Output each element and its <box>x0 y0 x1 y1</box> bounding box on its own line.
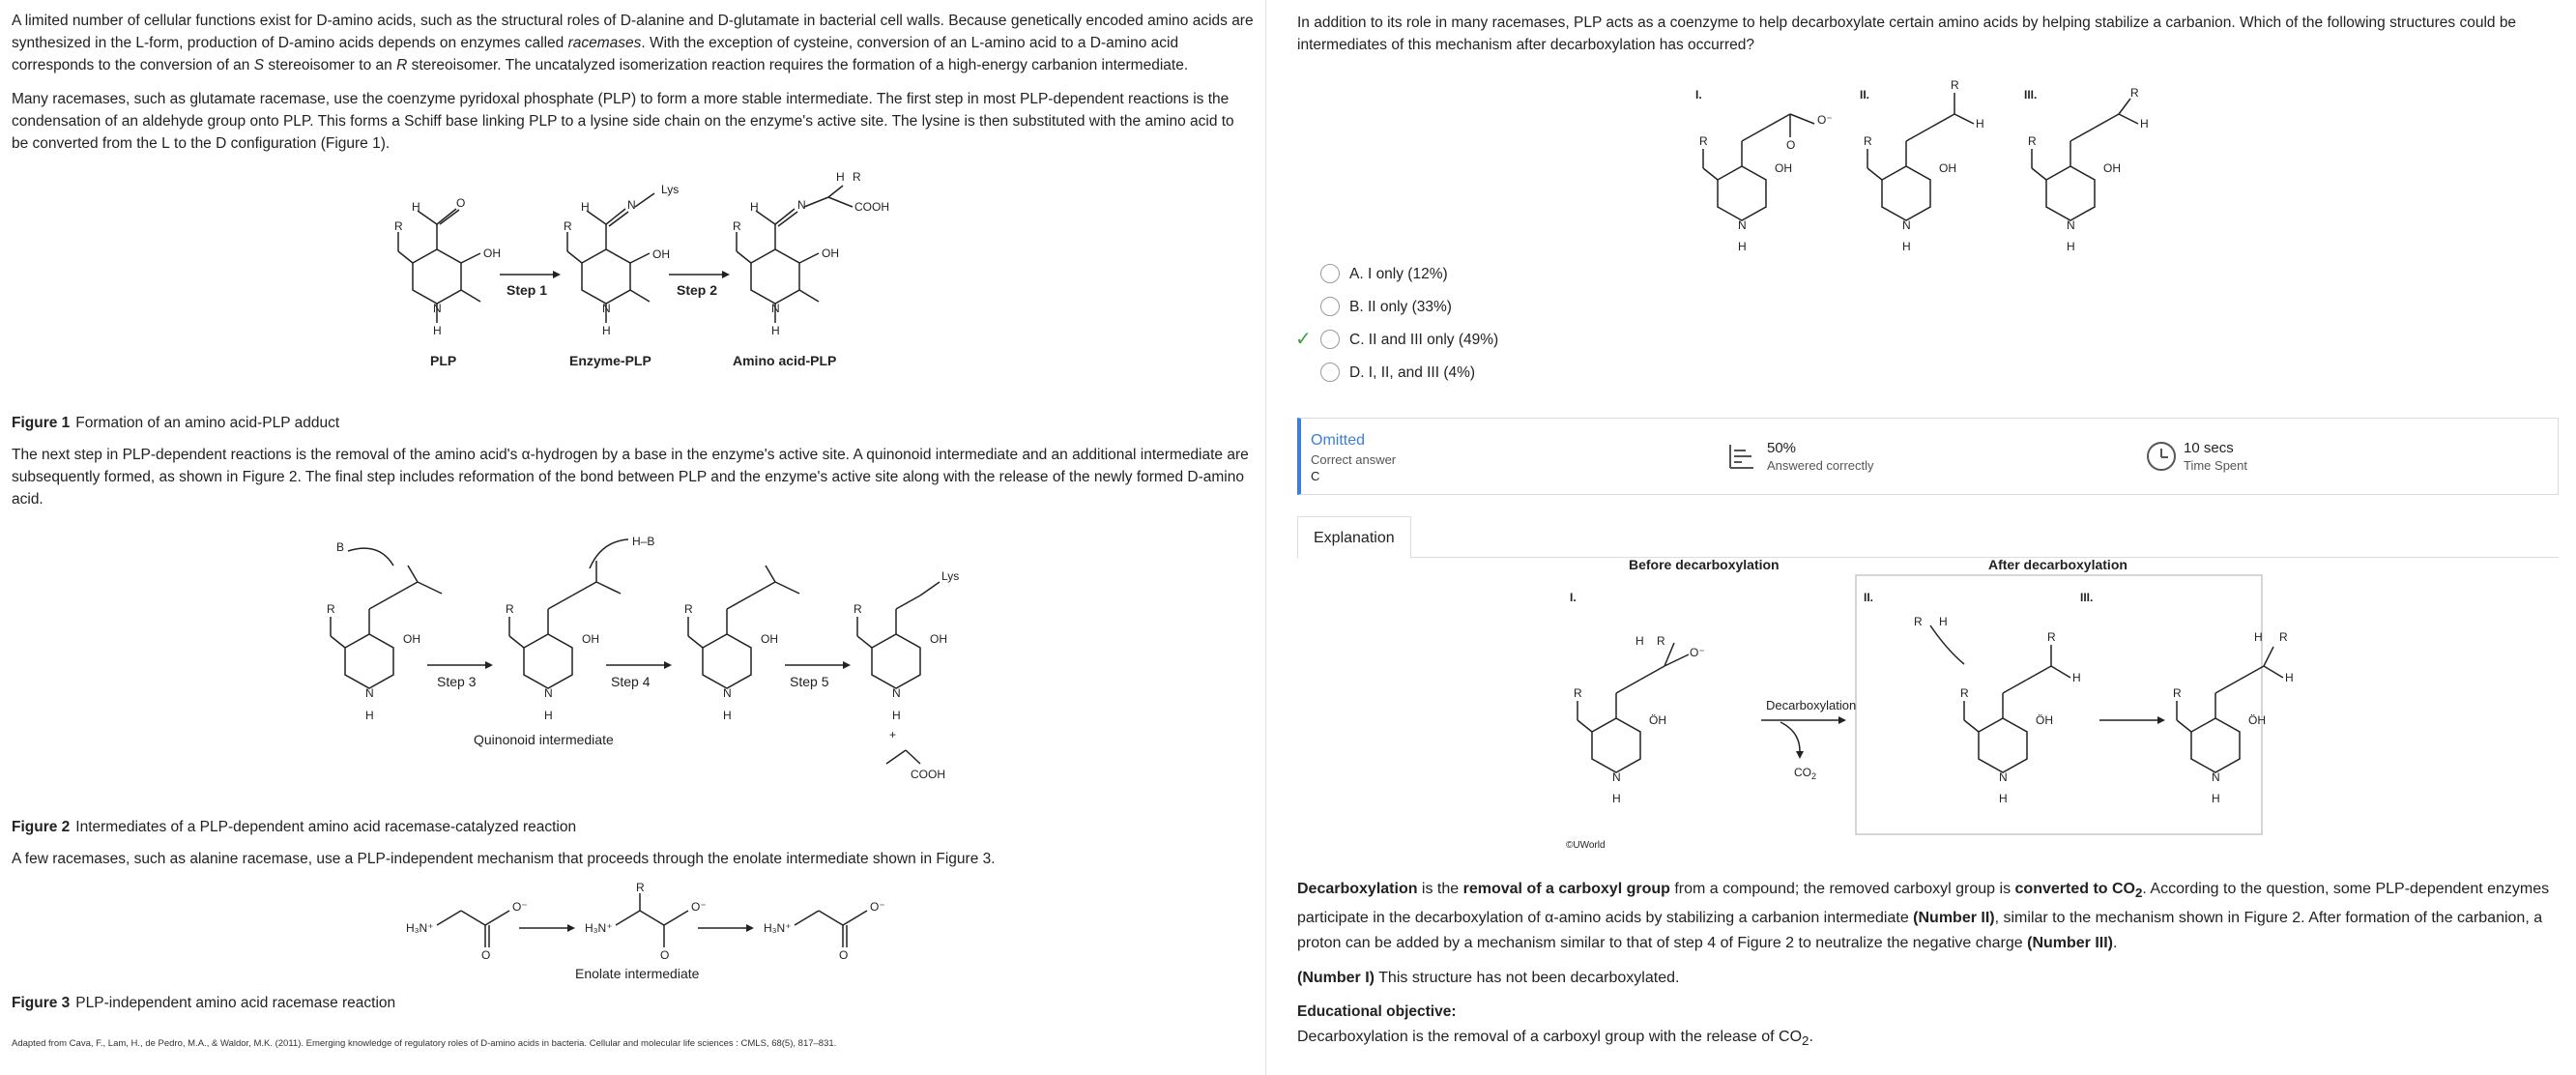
correct-answer-value: C <box>1311 468 1320 483</box>
svg-text:R: R <box>2279 630 2288 644</box>
svg-text:+: + <box>889 728 897 741</box>
amino-acid-plp-label: Amino acid-PLP <box>733 353 837 368</box>
figure-3-diagram <box>12 882 1249 988</box>
tab-explanation[interactable]: Explanation <box>1297 516 1411 559</box>
svg-text:N: N <box>771 302 780 315</box>
svg-text:H: H <box>1939 615 1948 628</box>
svg-text:R: R <box>2028 134 2037 148</box>
svg-text:Lys: Lys <box>661 183 680 196</box>
radio-button[interactable] <box>1320 363 1340 382</box>
svg-text:R: R <box>2130 86 2139 100</box>
svg-text:H: H <box>1738 240 1747 253</box>
answer-choices <box>1297 257 2559 389</box>
svg-text:I.: I. <box>1695 88 1702 102</box>
svg-text:COOH: COOH <box>911 768 945 781</box>
enzyme-plp-label: Enzyme-PLP <box>569 353 651 368</box>
svg-text:H: H <box>412 200 420 214</box>
svg-text:B: B <box>336 540 345 554</box>
svg-text:R: R <box>636 882 645 894</box>
svg-text:N: N <box>1612 770 1621 784</box>
svg-text:O: O <box>456 196 466 210</box>
svg-text:II.: II. <box>1864 591 1874 604</box>
svg-text:R: R <box>1699 134 1708 148</box>
svg-text:N: N <box>892 686 901 700</box>
plp-label: PLP <box>430 353 457 368</box>
question-structures-diagram <box>1297 64 2554 257</box>
before-heading: Before decarboxylation <box>1629 558 1780 572</box>
percent-block <box>1726 440 2147 474</box>
svg-text:ÖH: ÖH <box>1649 713 1666 727</box>
svg-text:O⁻: O⁻ <box>512 900 528 914</box>
explanation-text <box>1297 877 2559 1054</box>
svg-text:H: H <box>892 709 901 722</box>
svg-text:H₃N⁺: H₃N⁺ <box>764 921 792 935</box>
passage-panel <box>0 0 1266 1075</box>
clock-icon <box>2147 442 2176 471</box>
svg-text:N: N <box>1999 770 2008 784</box>
quinonoid-label: Quinonoid intermediate <box>474 732 614 747</box>
figure-2 <box>12 522 1254 812</box>
svg-text:H: H <box>1635 634 1644 648</box>
figure-1 <box>12 166 1254 408</box>
explanation-paragraph-2: (Number I) This structure has not been decarboxylated. <box>1297 970 1680 987</box>
explanation-diagram <box>1297 558 2559 877</box>
status-omitted: Omitted <box>1311 431 1366 449</box>
svg-text:H₃N⁺: H₃N⁺ <box>406 921 434 935</box>
svg-text:III.: III. <box>2024 88 2038 102</box>
svg-text:OH: OH <box>1775 161 1792 175</box>
radio-button[interactable] <box>1320 330 1340 349</box>
svg-text:O: O <box>839 948 849 962</box>
decarboxylation-arrow-label: Decarboxylation <box>1766 698 1857 712</box>
svg-text:O: O <box>1786 138 1796 152</box>
svg-text:N: N <box>602 302 611 315</box>
choice-c[interactable]: ✓ C. II and III only (49%) <box>1295 328 1499 350</box>
svg-text:H: H <box>544 709 553 722</box>
svg-text:II.: II. <box>1860 88 1870 102</box>
figure-2-diagram <box>12 522 1249 812</box>
bar-chart-icon <box>1726 441 1757 472</box>
svg-text:H: H <box>2212 792 2220 805</box>
question-text: In addition to its role in many racemases, PLP acts as a coenzyme to help decarboxylate certain amino acids by helping stabilize a carbanion. Which of the following structures could be intermediates of this mechanism after decarboxylation has occurred? <box>1297 15 2517 53</box>
svg-text:R: R <box>327 602 335 616</box>
svg-text:H: H <box>365 709 374 722</box>
explanation-diagram-svg <box>1297 558 2554 877</box>
svg-text:H: H <box>771 324 780 337</box>
svg-text:OH: OH <box>582 632 599 646</box>
svg-text:R: R <box>394 219 403 233</box>
status-block <box>1311 429 1726 484</box>
svg-text:O⁻: O⁻ <box>1817 113 1833 127</box>
svg-text:H: H <box>581 200 590 214</box>
answer-stats-bar <box>1297 418 2559 495</box>
svg-text:OH: OH <box>1939 161 1956 175</box>
question-structures <box>1297 64 2559 257</box>
figure-3 <box>12 882 1254 988</box>
svg-text:N: N <box>365 686 374 700</box>
svg-text:H: H <box>2254 630 2263 644</box>
svg-text:O⁻: O⁻ <box>870 900 885 914</box>
checkmark-icon: ✓ <box>1295 328 1312 350</box>
svg-text:R: R <box>733 219 741 233</box>
percent-value: 50% <box>1767 439 1797 456</box>
svg-text:COOH: COOH <box>854 200 889 214</box>
explanation-paragraph-1: Decarboxylation is the removal of a carboxyl group from a compound; the removed carboxyl group is converted to $CO_2$. According to the question, some PLP-dependent enzymes participate in the decarboxylation of α-amino acids by stabilizing a carbanion intermediate (Number II), similar to the mechanism shown in Figure 2. After formation of the carbanion, a proton can be added by a mechanism similar to that of step 4 of Figure 2 to neutralize the negative charge (Number III). <box>1297 881 2550 952</box>
plp-ring <box>413 249 461 304</box>
svg-text:H: H <box>1902 240 1911 253</box>
svg-text:N: N <box>433 302 442 315</box>
svg-text:OH: OH <box>2103 161 2121 175</box>
svg-text:R: R <box>2173 686 2182 700</box>
svg-text:R: R <box>1951 78 1959 92</box>
svg-text:R: R <box>564 219 572 233</box>
step5-label: Step 5 <box>790 674 829 689</box>
svg-text:H: H <box>433 324 442 337</box>
svg-text:O⁻: O⁻ <box>691 900 707 914</box>
figure-3-caption: Figure 3 PLP-independent amino acid racemase reaction <box>12 995 396 1011</box>
tab-bar <box>1297 516 2559 558</box>
percent-label: Answered correctly <box>1767 457 1874 473</box>
step4-label: Step 4 <box>611 674 651 689</box>
correct-answer-label: Correct answer <box>1311 451 1397 467</box>
svg-text:R: R <box>1574 686 1582 700</box>
choice-a[interactable]: A. I only (12%) <box>1297 257 2559 290</box>
svg-text:I.: I. <box>1570 591 1577 604</box>
svg-text:N: N <box>797 198 806 212</box>
step2-label: Step 2 <box>677 282 718 298</box>
figure-1-diagram <box>12 166 1249 408</box>
svg-text:H₃N⁺: H₃N⁺ <box>585 921 613 935</box>
svg-text:R: R <box>853 170 861 184</box>
educational-objective-text: Decarboxylation is the removal of a carboxyl group with the release of $CO_2$. <box>1297 1029 1813 1049</box>
svg-text:H: H <box>1612 792 1621 805</box>
figure-1-caption: Figure 1 Formation of an amino acid-PLP adduct <box>12 415 340 431</box>
svg-text:Lys: Lys <box>941 569 960 583</box>
enolate-label: Enolate intermediate <box>575 966 700 981</box>
educational-objective-title: Educational objective: <box>1297 1003 1457 1021</box>
svg-text:R: R <box>2047 630 2056 644</box>
svg-text:O: O <box>481 948 491 962</box>
svg-text:H: H <box>2072 671 2081 684</box>
co2-label: $CO_2$ <box>1794 766 1817 781</box>
svg-text:O: O <box>660 948 670 962</box>
svg-text:OH: OH <box>483 247 501 260</box>
svg-text:R: R <box>1864 134 1872 148</box>
svg-text:OH: OH <box>822 247 839 260</box>
svg-text:R: R <box>506 602 514 616</box>
svg-text:H–B: H–B <box>632 535 655 548</box>
passage-paragraph-4: A few racemases, such as alanine racemase, use a PLP-independent mechanism that proceeds through the enolate intermediate shown in Figure 3. <box>12 851 996 867</box>
svg-text:N: N <box>627 198 636 212</box>
svg-text:R: R <box>1960 686 1969 700</box>
step1-label: Step 1 <box>507 282 548 298</box>
step3-label: Step 3 <box>437 674 477 689</box>
svg-text:N: N <box>544 686 553 700</box>
svg-text:N: N <box>1738 218 1747 232</box>
svg-text:N: N <box>1902 218 1911 232</box>
svg-text:OH: OH <box>403 632 420 646</box>
svg-text:ÖH: ÖH <box>2248 713 2266 727</box>
svg-text:N: N <box>723 686 732 700</box>
svg-text:O⁻: O⁻ <box>1690 646 1705 659</box>
choice-b[interactable]: B. II only (33%) <box>1297 290 2559 323</box>
svg-text:R: R <box>684 602 693 616</box>
svg-text:H: H <box>602 324 611 337</box>
svg-text:H: H <box>2067 240 2075 253</box>
svg-text:R: R <box>854 602 862 616</box>
svg-text:III.: III. <box>2080 591 2094 604</box>
svg-text:H: H <box>2285 671 2294 684</box>
figure-2-caption: Figure 2 Intermediates of a PLP-dependent amino acid racemase-catalyzed reaction <box>12 819 577 835</box>
choice-d[interactable]: D. I, II, and III (4%) <box>1297 356 2559 389</box>
svg-text:R: R <box>1914 615 1923 628</box>
passage-paragraph-3: The next step in PLP-dependent reactions is the removal of the amino acid's α-hydrogen by a base in the enzyme's active site. A quinonoid intermediate and an additional intermediate are subsequently formed, as shown in Figure 2. The final step includes reformation of the bond between PLP and the enzyme's active site along with the release of the newly formed D-amino acid. <box>12 447 1249 508</box>
radio-button[interactable] <box>1320 297 1340 316</box>
passage-paragraph-2: Many racemases, such as glutamate racemase, use the coenzyme pyridoxal phosphate (PLP) to form a more stable intermediate. The first step in most PLP-dependent reactions is the condensation of an aldehyde group onto PLP. This forms a Schiff base linking PLP to a lysine side chain on the enzyme's active site. The lysine is then substituted with the amino acid to be converted from the L to the D configuration (Figure 1). <box>12 91 1234 152</box>
svg-text:N: N <box>2067 218 2075 232</box>
radio-button[interactable] <box>1320 264 1340 283</box>
citation: Adapted from Cava, F., Lam, H., de Pedro, M.A., & Waldor, M.K. (2011). Emerging knowledge of regulatory roles of D-amino acids in bacteria. Cellular and molecular life sciences : CMLS, 68(5), 817–831. <box>12 1038 837 1049</box>
time-block <box>2147 440 2247 474</box>
svg-text:R: R <box>1657 634 1665 648</box>
svg-text:OH: OH <box>761 632 778 646</box>
uworld-credit: ©UWorld <box>1566 840 1606 851</box>
svg-text:ÖH: ÖH <box>2036 713 2053 727</box>
after-heading: After decarboxylation <box>1988 558 2127 572</box>
svg-text:OH: OH <box>930 632 947 646</box>
svg-text:H: H <box>2140 117 2149 131</box>
time-label: Time Spent <box>2184 457 2247 473</box>
svg-text:H: H <box>1976 117 1984 131</box>
svg-text:N: N <box>2212 770 2220 784</box>
passage-paragraph-1: A limited number of cellular functions exist for D-amino acids, such as the structural roles of D-alanine and D-glutamate in bacterial cell walls. Because genetically encoded amino acids are synthesized in the L-form, production of D-amino acids depends on enzymes called racemases. With the exception of cysteine, conversion of an L-amino acid to a D-amino acid corresponds to the conversion of an S stereoisomer to an R stereoisomer. The uncatalyzed isomerization reaction requires the formation of a high-energy carbanion intermediate. <box>12 13 1254 73</box>
svg-text:H: H <box>750 200 759 214</box>
question-panel <box>1266 0 2576 1075</box>
svg-text:H: H <box>1999 792 2008 805</box>
svg-text:OH: OH <box>652 247 670 261</box>
time-value: 10 secs <box>2184 439 2234 456</box>
svg-text:H: H <box>723 709 732 722</box>
svg-text:H: H <box>836 170 845 184</box>
